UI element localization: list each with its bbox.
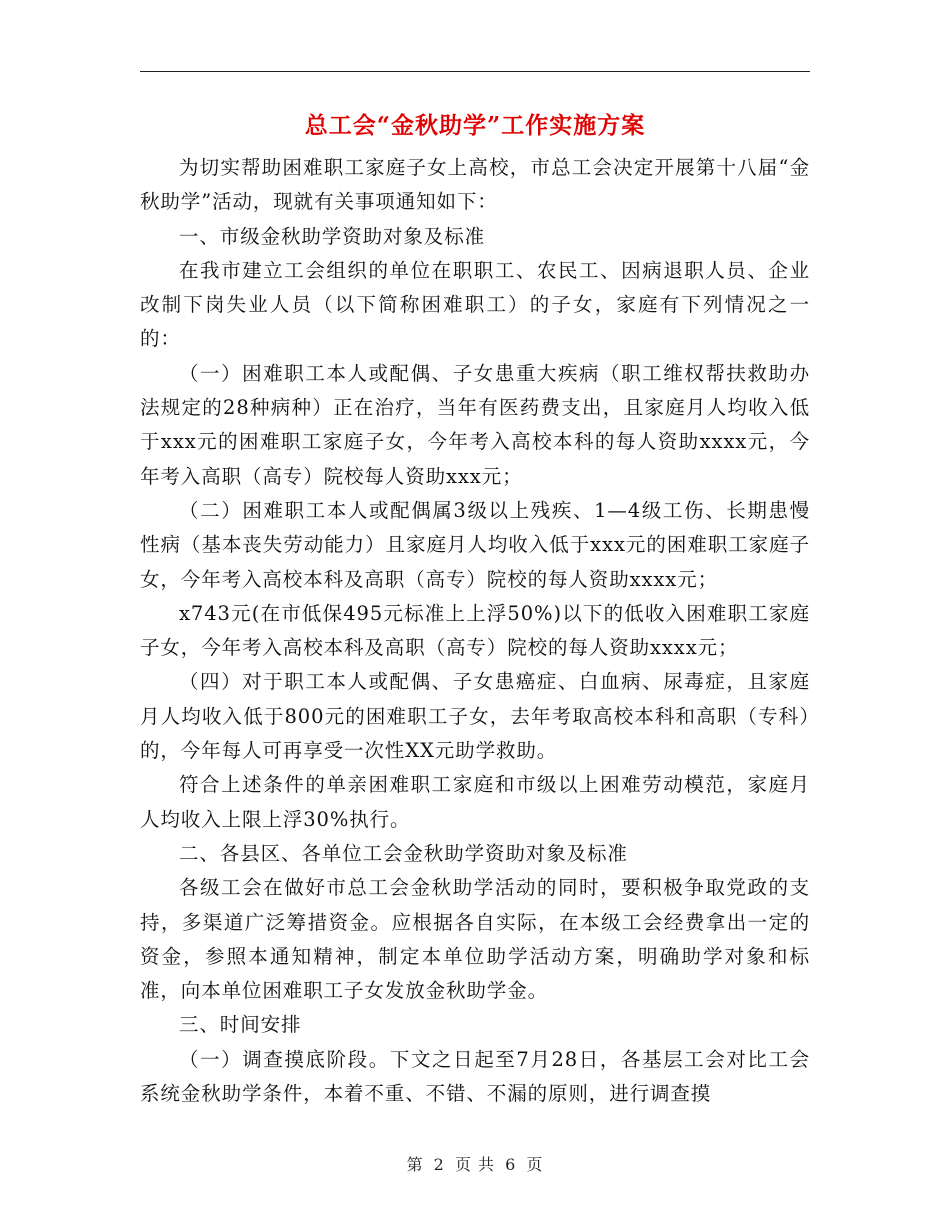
section-heading-1: 一、市级金秋助学资助对象及标准	[179, 224, 486, 248]
footer-middle: 页 共	[454, 1155, 496, 1174]
body-paragraph: （一）困难职工本人或配偶、子女患重大疾病（职工维权帮扶救助办法规定的28种病种）正在治疗，当年有医药费支出，且家庭月人均收入低于xxx元的困难职工家庭子女，今年考入高校本科的每人资助xxxx元，今年考入高职（高专）院校每人资助xxx元；	[140, 361, 810, 488]
current-page-number: 2	[433, 1155, 445, 1174]
body-paragraph: x743元(在市低保495元标准上上浮50%)以下的低收入困难职工家庭子女，今年考入高校本科及高职（高专）院校的每人资助xxxx元；	[140, 601, 810, 660]
body-paragraph: （二）困难职工本人或配偶属3级以上残疾、1—4级工伤、长期患慢性病（基本丧失劳动能力）且家庭月人均收入低于xxx元的困难职工家庭子女，今年考入高校本科及高职（高专）院校的每人资助xxxx元；	[140, 498, 810, 591]
total-pages-number: 6	[505, 1155, 517, 1174]
document-body	[140, 151, 810, 1111]
intro-paragraph: 为切实帮助困难职工家庭子女上高校，市总工会决定开展第十八届“金秋助学”活动，现就有关事项通知如下：	[140, 156, 810, 214]
body-paragraph: 符合上述条件的单亲困难职工家庭和市级以上困难劳动模范，家庭月人均收入上限上浮30%执行。	[140, 773, 810, 831]
header-rule	[140, 71, 810, 72]
document-title: 总工会“金秋助学”工作实施方案	[304, 112, 646, 139]
body-paragraph: （四）对于职工本人或配偶、子女患癌症、白血病、尿毒症，且家庭月人均收入低于800元的困难职工子女，去年考取高校本科和高职（专科）的，今年每人可再享受一次性XX元助学救助。	[140, 670, 810, 763]
body-paragraph: 各级工会在做好市总工会金秋助学活动的同时，要积极争取党政的支持，多渠道广泛筹措资金。应根据各自实际，在本级工会经费拿出一定的资金，参照本通知精神，制定本单位助学活动方案，明确助学对象和标准，向本单位困难职工子女发放金秋助学金。	[140, 876, 810, 1003]
section-heading-2: 二、各县区、各单位工会金秋助学资助对象及标准	[179, 841, 628, 865]
body-paragraph: 在我市建立工会组织的单位在职职工、农民工、因病退职人员、企业改制下岗失业人员（以下简称困难职工）的子女，家庭有下列情况之一的：	[140, 258, 810, 351]
page-footer	[0, 1152, 950, 1175]
footer-suffix: 页	[526, 1155, 544, 1174]
footer-prefix: 第	[406, 1155, 424, 1174]
section-heading-3: 三、时间安排	[179, 1013, 302, 1037]
body-paragraph: （一）调查摸底阶段。下文之日起至7月28日，各基层工会对比工会系统金秋助学条件，本着不重、不错、不漏的原则，进行调查摸	[140, 1047, 810, 1106]
